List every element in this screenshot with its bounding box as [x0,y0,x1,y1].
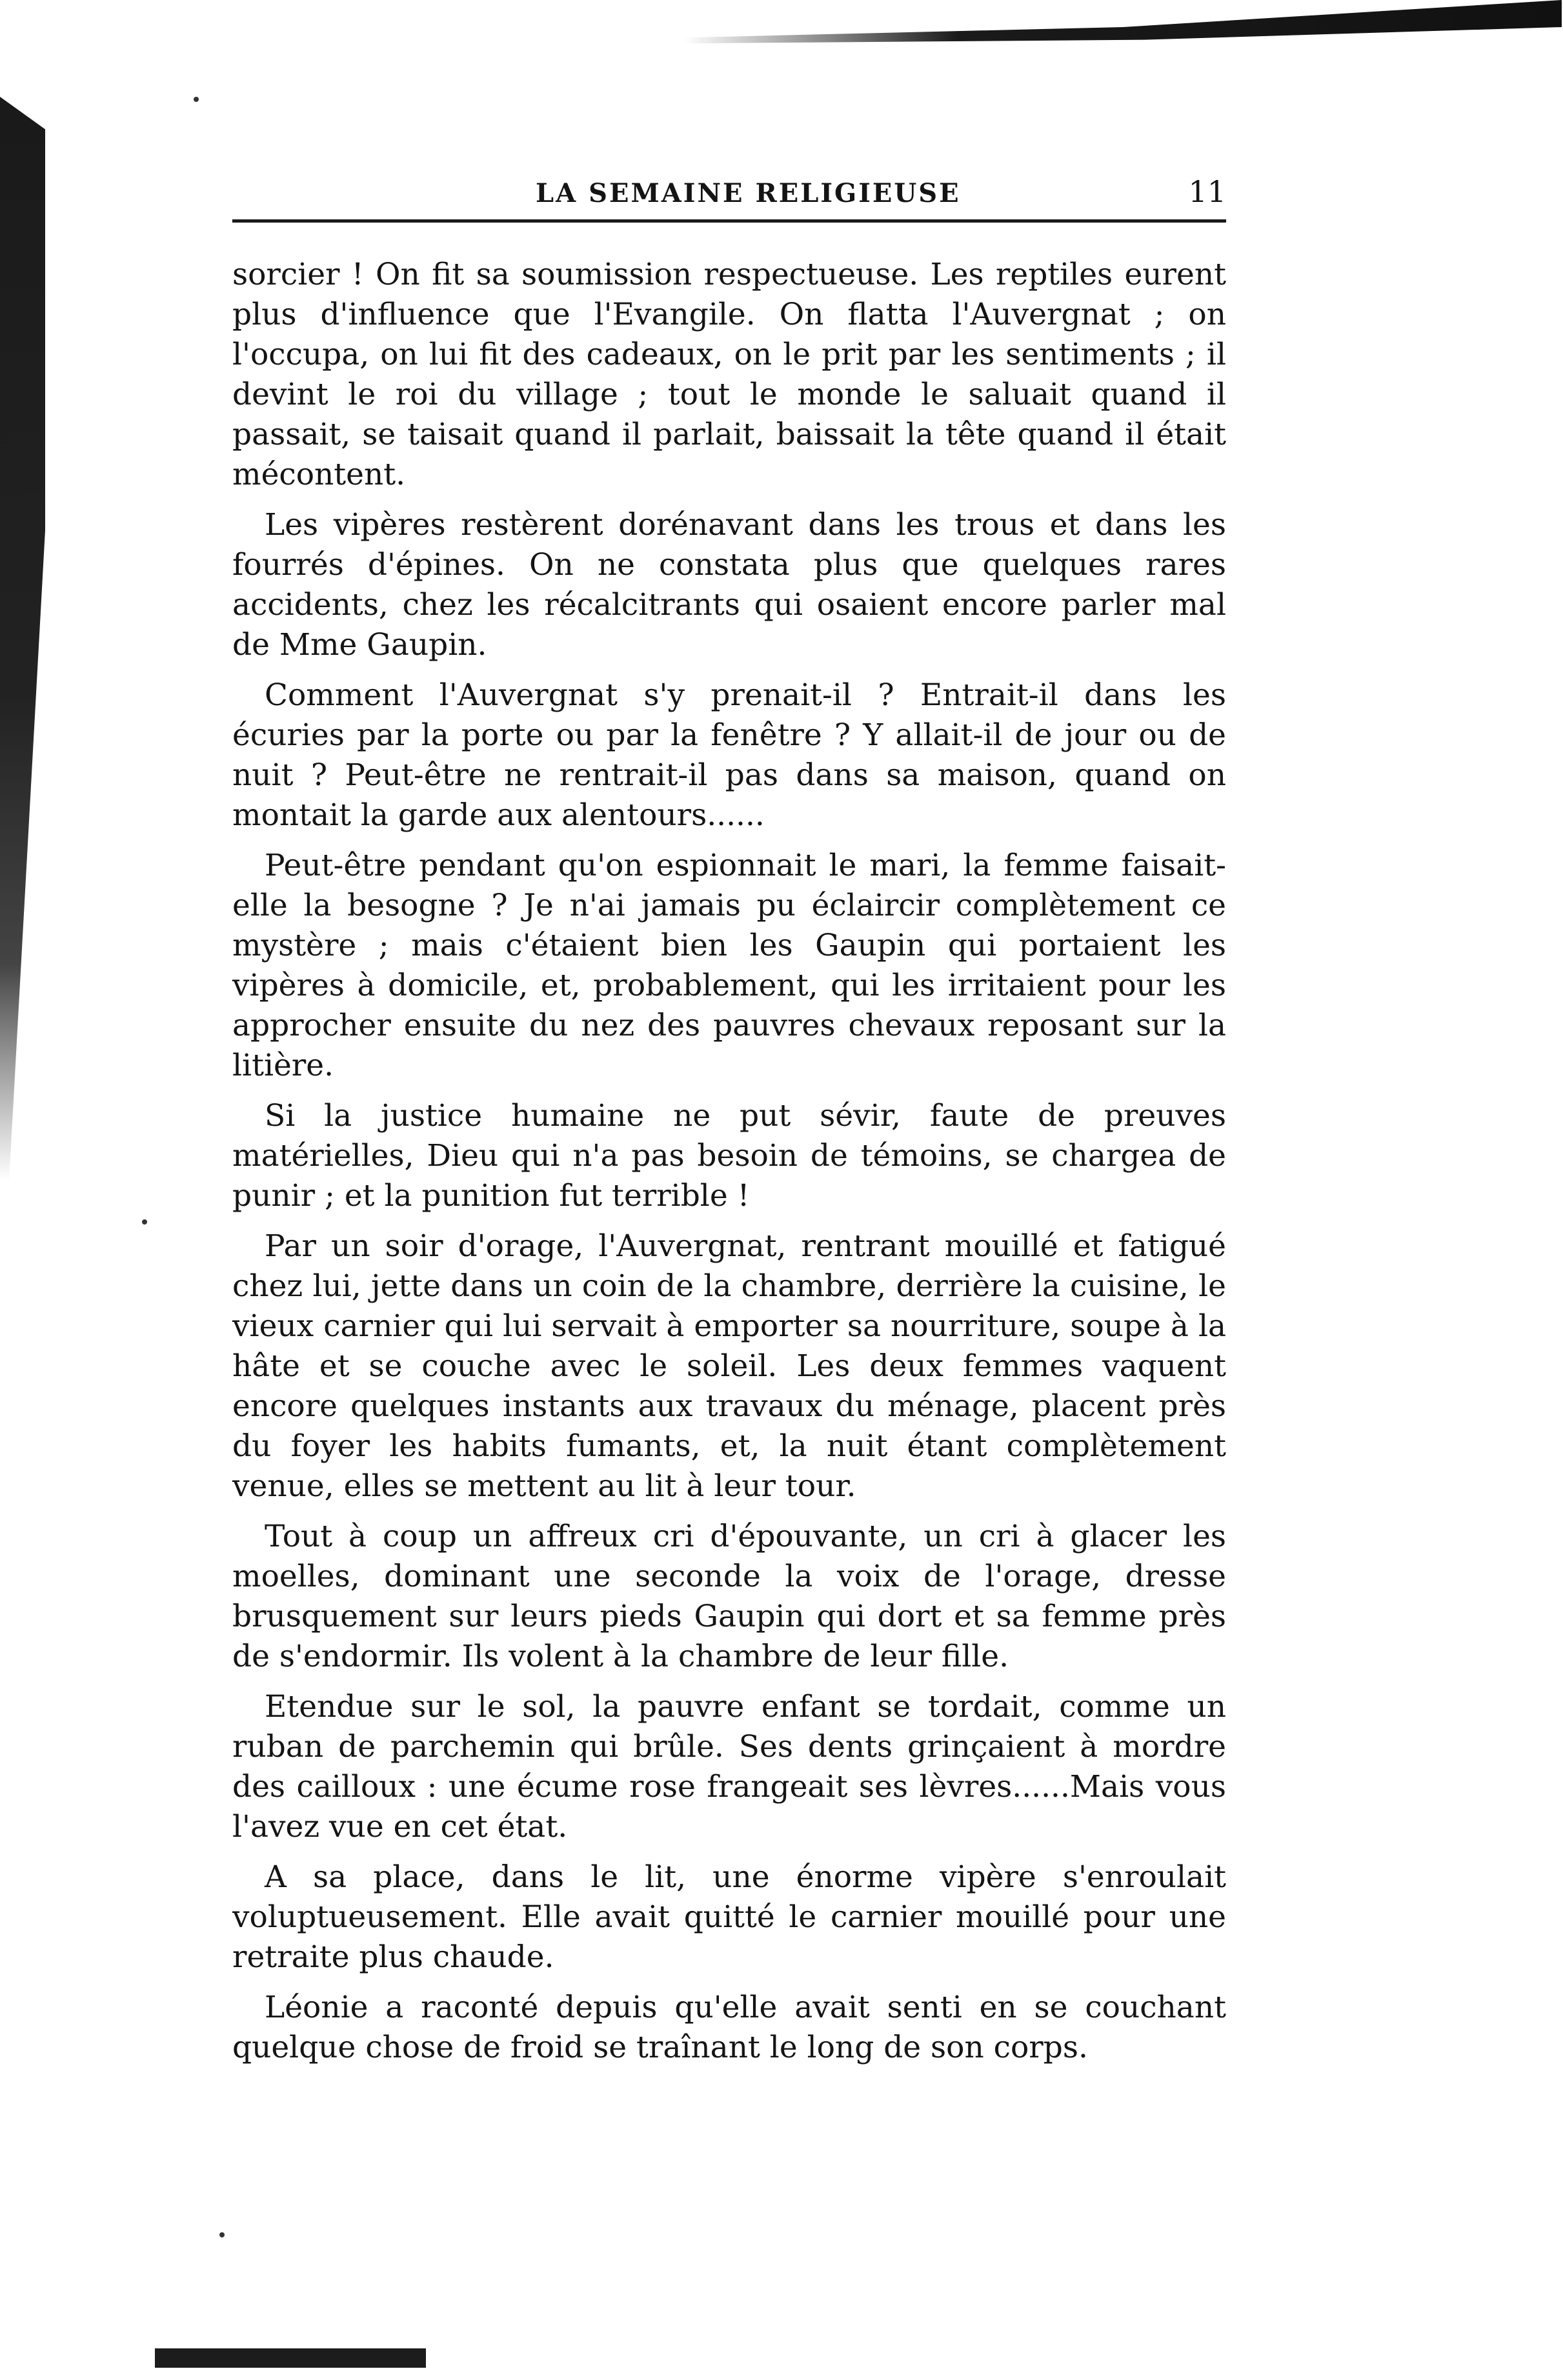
paragraph: Peut-être pendant qu'on espionnait le mari, la femme faisait-elle la besogne ? Je n'ai jamais pu éclaircir complètement ce mystère ; mais c'étaient bien les Gaupin qui portaient les vipères à domicile, et, probablement, qui les irritaient pour les approcher ensuite du nez des pauvres chevaux reposant sur la litière. [232,848,1226,1083]
paragraph: Les vipères restèrent dorénavant dans les trous et dans les fourrés d'épines. On ne constata plus que quelques rares accidents, chez les récalcitrants qui osaient encore parler mal de Mme Gaupin. [232,507,1226,663]
running-head [232,161,1226,223]
paragraph: Tout à coup un affreux cri d'épouvante, un cri à glacer les moelles, dominant une seconde la voix de l'orage, dresse brusquement sur leurs pieds Gaupin qui dort et sa femme près de s'endormir. Ils volent à la chambre de leur fille. [232,1519,1226,1674]
paragraph: Léonie a raconté depuis qu'elle avait senti en se couchant quelque chose de froid se traînant le long de son corps. [232,1990,1226,2065]
page-number: 11 [1188,174,1226,209]
paragraph: A sa place, dans le lit, une énorme vipère s'enroulait voluptueusement. Elle avait quitté le carnier mouillé pour une retraite plus chaude. [232,1859,1226,1975]
scan-speck [219,2232,225,2237]
scan-edge-top [465,0,1562,45]
paragraph: Comment l'Auvergnat s'y prenait-il ? Entrait-il dans les écuries par la porte ou par la fenêtre ? Y allait-il de jour ou de nuit ? Peut-être ne rentrait-il pas dans sa maison, quand on montait la garde aux alentours...... [232,677,1226,833]
document-page [232,161,1226,2078]
body-text [232,255,1226,2068]
paragraph: Si la justice humaine ne put sévir, faute de preuves matérielles, Dieu qui n'a pas besoin de témoins, se chargea de punir ; et la punition fut terrible ! [232,1098,1226,1214]
scan-edge-bottom [155,2348,426,2368]
scan-speck [194,97,199,102]
scan-speck [142,1219,147,1225]
paragraph: Par un soir d'orage, l'Auvergnat, rentrant mouillé et fatigué chez lui, jette dans un coin de la chambre, derrière la cuisine, le vieux carnier qui lui servait à emporter sa nourriture, soupe à la hâte et se couche avec le soleil. Les deux femmes vaquent encore quelques instants aux travaux du ménage, placent près du foyer les habits fumants, et, la nuit étant complètement venue, elles se mettent au lit à leur tour. [232,1228,1226,1504]
paragraph: Etendue sur le sol, la pauvre enfant se tordait, comme un ruban de parchemin qui brûle. Ses dents grinçaient à mordre des cailloux : une écume rose frangeait ses lèvres......Mais vous l'avez vue en cet état. [232,1689,1226,1845]
scan-edge-left [0,97,45,1181]
paragraph: sorcier ! On fit sa soumission respectueuse. Les reptiles eurent plus d'influence que l'Evangile. On flatta l'Auvergnat ; on l'occupa, on lui fit des cadeaux, on le prit par les sentiments ; il devint le roi du village ; tout le monde le saluait quand il passait, se taisait quand il parlait, baissait la tête quand il était mécontent. [232,257,1226,492]
running-title: LA SEMAINE RELIGIEUSE [536,178,961,208]
